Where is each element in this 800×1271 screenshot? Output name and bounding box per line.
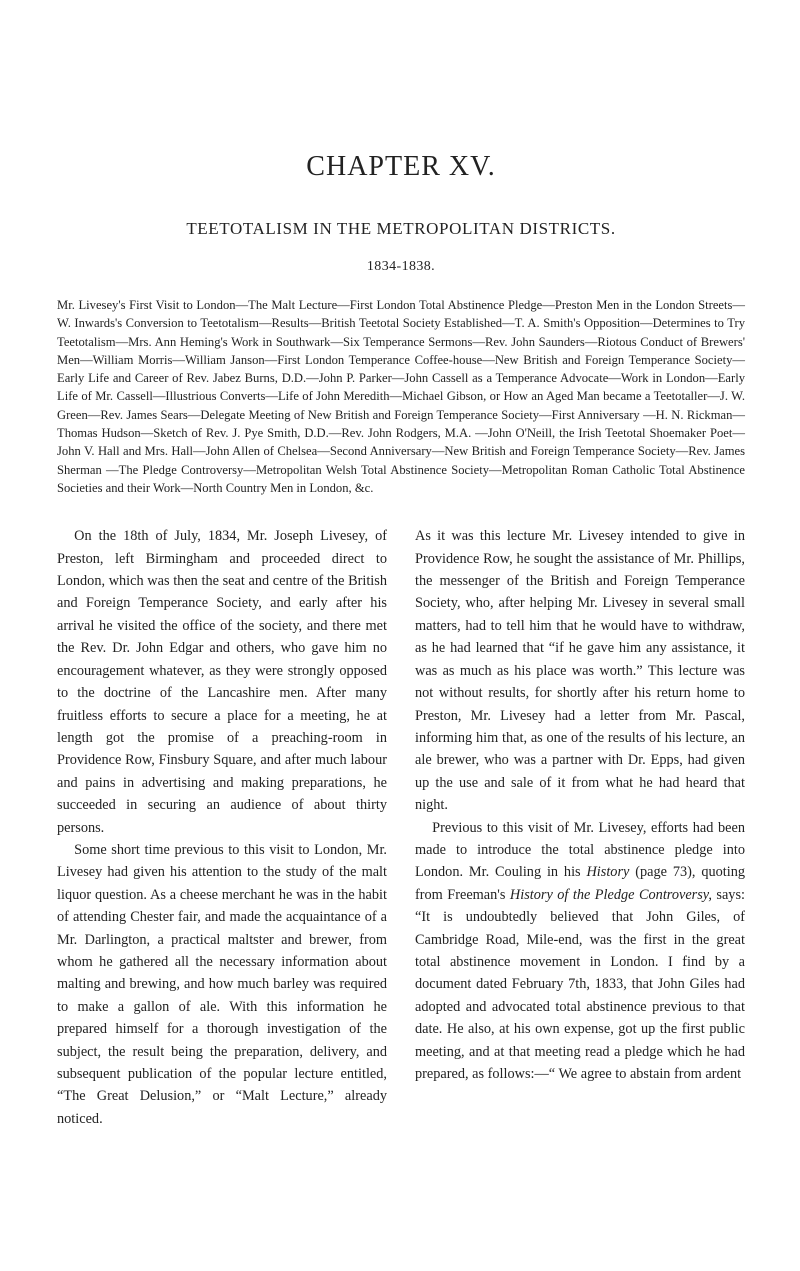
chapter-dates: 1834-1838.	[366, 259, 436, 274]
history-title-italic: History	[586, 864, 630, 881]
chapter-synopsis: Mr. Livesey's First Visit to London—The Malt Lecture—First London Total Abstinence Pledge—Preston Men in the London Streets—W. Inwards's Conversion to Teetotalism—Results—British Teetotal Society Established—T. A. Smith's Opposition—Determines to Try Teetotalism—Mrs. Ann Heming's Work in Southwark—Six Temperance Sermons—Rev. John Saunders—Riotous Conduct of Brewers' Men—William Morris—William Janson—First London Temperance Coffee-house—New British and Foreign Temperance Society—Early Life and Career of Rev. Jabez Burns, D.D.—John P. Parker—John Cassell as a Temperance Advocate—Work in London—Early Life of Mr. Cassell—Illustrious Converts—Life of John Meredith—Michael Gibson, or How an Aged Man became a Teetotaller—J. W. Green—Rev. James Sears—Delegate Meeting of New British and Foreign Temperance Society—First Anniversary —H. N. Rickman—Thomas Hudson—Sketch of Rev. J. Pye Smith, D.D.—Rev. John Rodgers, M.A. —John O'Neill, the Irish Teetotal Shoemaker Poet—John V. Hall and Mrs. Hall—John Allen of Chelsea—Second Anniversary—New British and Foreign Temperance Society—Rev. James Sherman —The Pledge Controversy—Metropolitan Welsh Total Abstinence Society—Metropolitan Roman Catholic Total Abstinence Societies and their Work—North Country Men in London, &c.	[57, 298, 745, 495]
body-columns	[57, 525, 745, 1130]
left-paragraph-1: On the 18th of July, 1834, Mr. Joseph Livesey, of Preston, left Birmingham and proceeded direct to London, which was then the seat and centre of the British and Foreign Temperance Society, and early after his arrival he visited the office of the society, and there met the Rev. Dr. John Edgar and others, who gave him no encouragement whatever, as they were strongly opposed to the doctrine of the Lancashire men. After many fruitless efforts to secure a place for a meeting, he at length got the promise of a preaching-room in Providence Row, Finsbury Square, and after much labour and pains in advertising and making preparations, he succeeded in securing an audience of about thirty persons.	[57, 528, 387, 836]
left-column	[57, 525, 387, 1130]
chapter-title: CHAPTER XV.	[306, 151, 496, 182]
left-paragraph-2: Some short time previous to this visit to London, Mr. Livesey had given his attention to the study of the malt liquor question. As a cheese merchant he was in the habit of attending Chester fair, and made the acquaintance of a Mr. Darlington, a practical maltster and brewer, from whom he gathered all the necessary information about malting and brewing, and how much barley was required to make a gallon of ale. With this information he prepared himself for a thorough investigation of the subject, the result being the preparation, delivery, and subsequent publication of the popular lecture entitled, “The Great Delusion,” or “Malt Lecture,” already noticed.	[57, 841, 387, 1127]
chapter-subtitle: TEETOTALISM IN THE METROPOLITAN DISTRICTS.	[186, 219, 616, 238]
pledge-controversy-title-italic: History of the Pledge Controversy,	[509, 886, 712, 903]
right-paragraph-2-part-a: Previous to this visit of Mr. Livesey, efforts had been made to introduce the total abstinence pledge into London. Mr. Couling in his	[415, 819, 745, 881]
right-paragraph-2	[415, 817, 745, 1086]
right-paragraph-2-part-b: (page 73), quoting from Freeman's	[415, 864, 746, 903]
right-paragraph-1: As it was this lecture Mr. Livesey intended to give in Providence Row, he sought the assistance of Mr. Phillips, the messenger of the British and Foreign Temperance Society, who, after helping Mr. Livesey in several small matters, had to tell him that he would have to withdraw, as he had learned that “if he gave him any assistance, it was as much as his place was worth.” This lecture was not without results, for shortly after his return home to Preston, Mr. Livesey had a letter from Mr. Pascal, informing him that, as one of the results of his lecture, an ale brewer, who was a partner with Dr. Epps, had given up the use and sale of it from what he had heard that night.	[415, 528, 745, 814]
right-column	[415, 525, 745, 1130]
right-paragraph-2-part-c: says: “It is undoubtedly believed that John Giles, of Cambridge Road, Mile-end, was the first in the great total abstinence movement in London. I find by a document dated February 7th, 1833, that John Giles had adopted and advocated total abstinence previous to that date. He also, at his own expense, got up the first public meeting, and at that meeting read a pledge which he had prepared, as follows:—“ We agree to abstain from ardent	[415, 886, 745, 1083]
